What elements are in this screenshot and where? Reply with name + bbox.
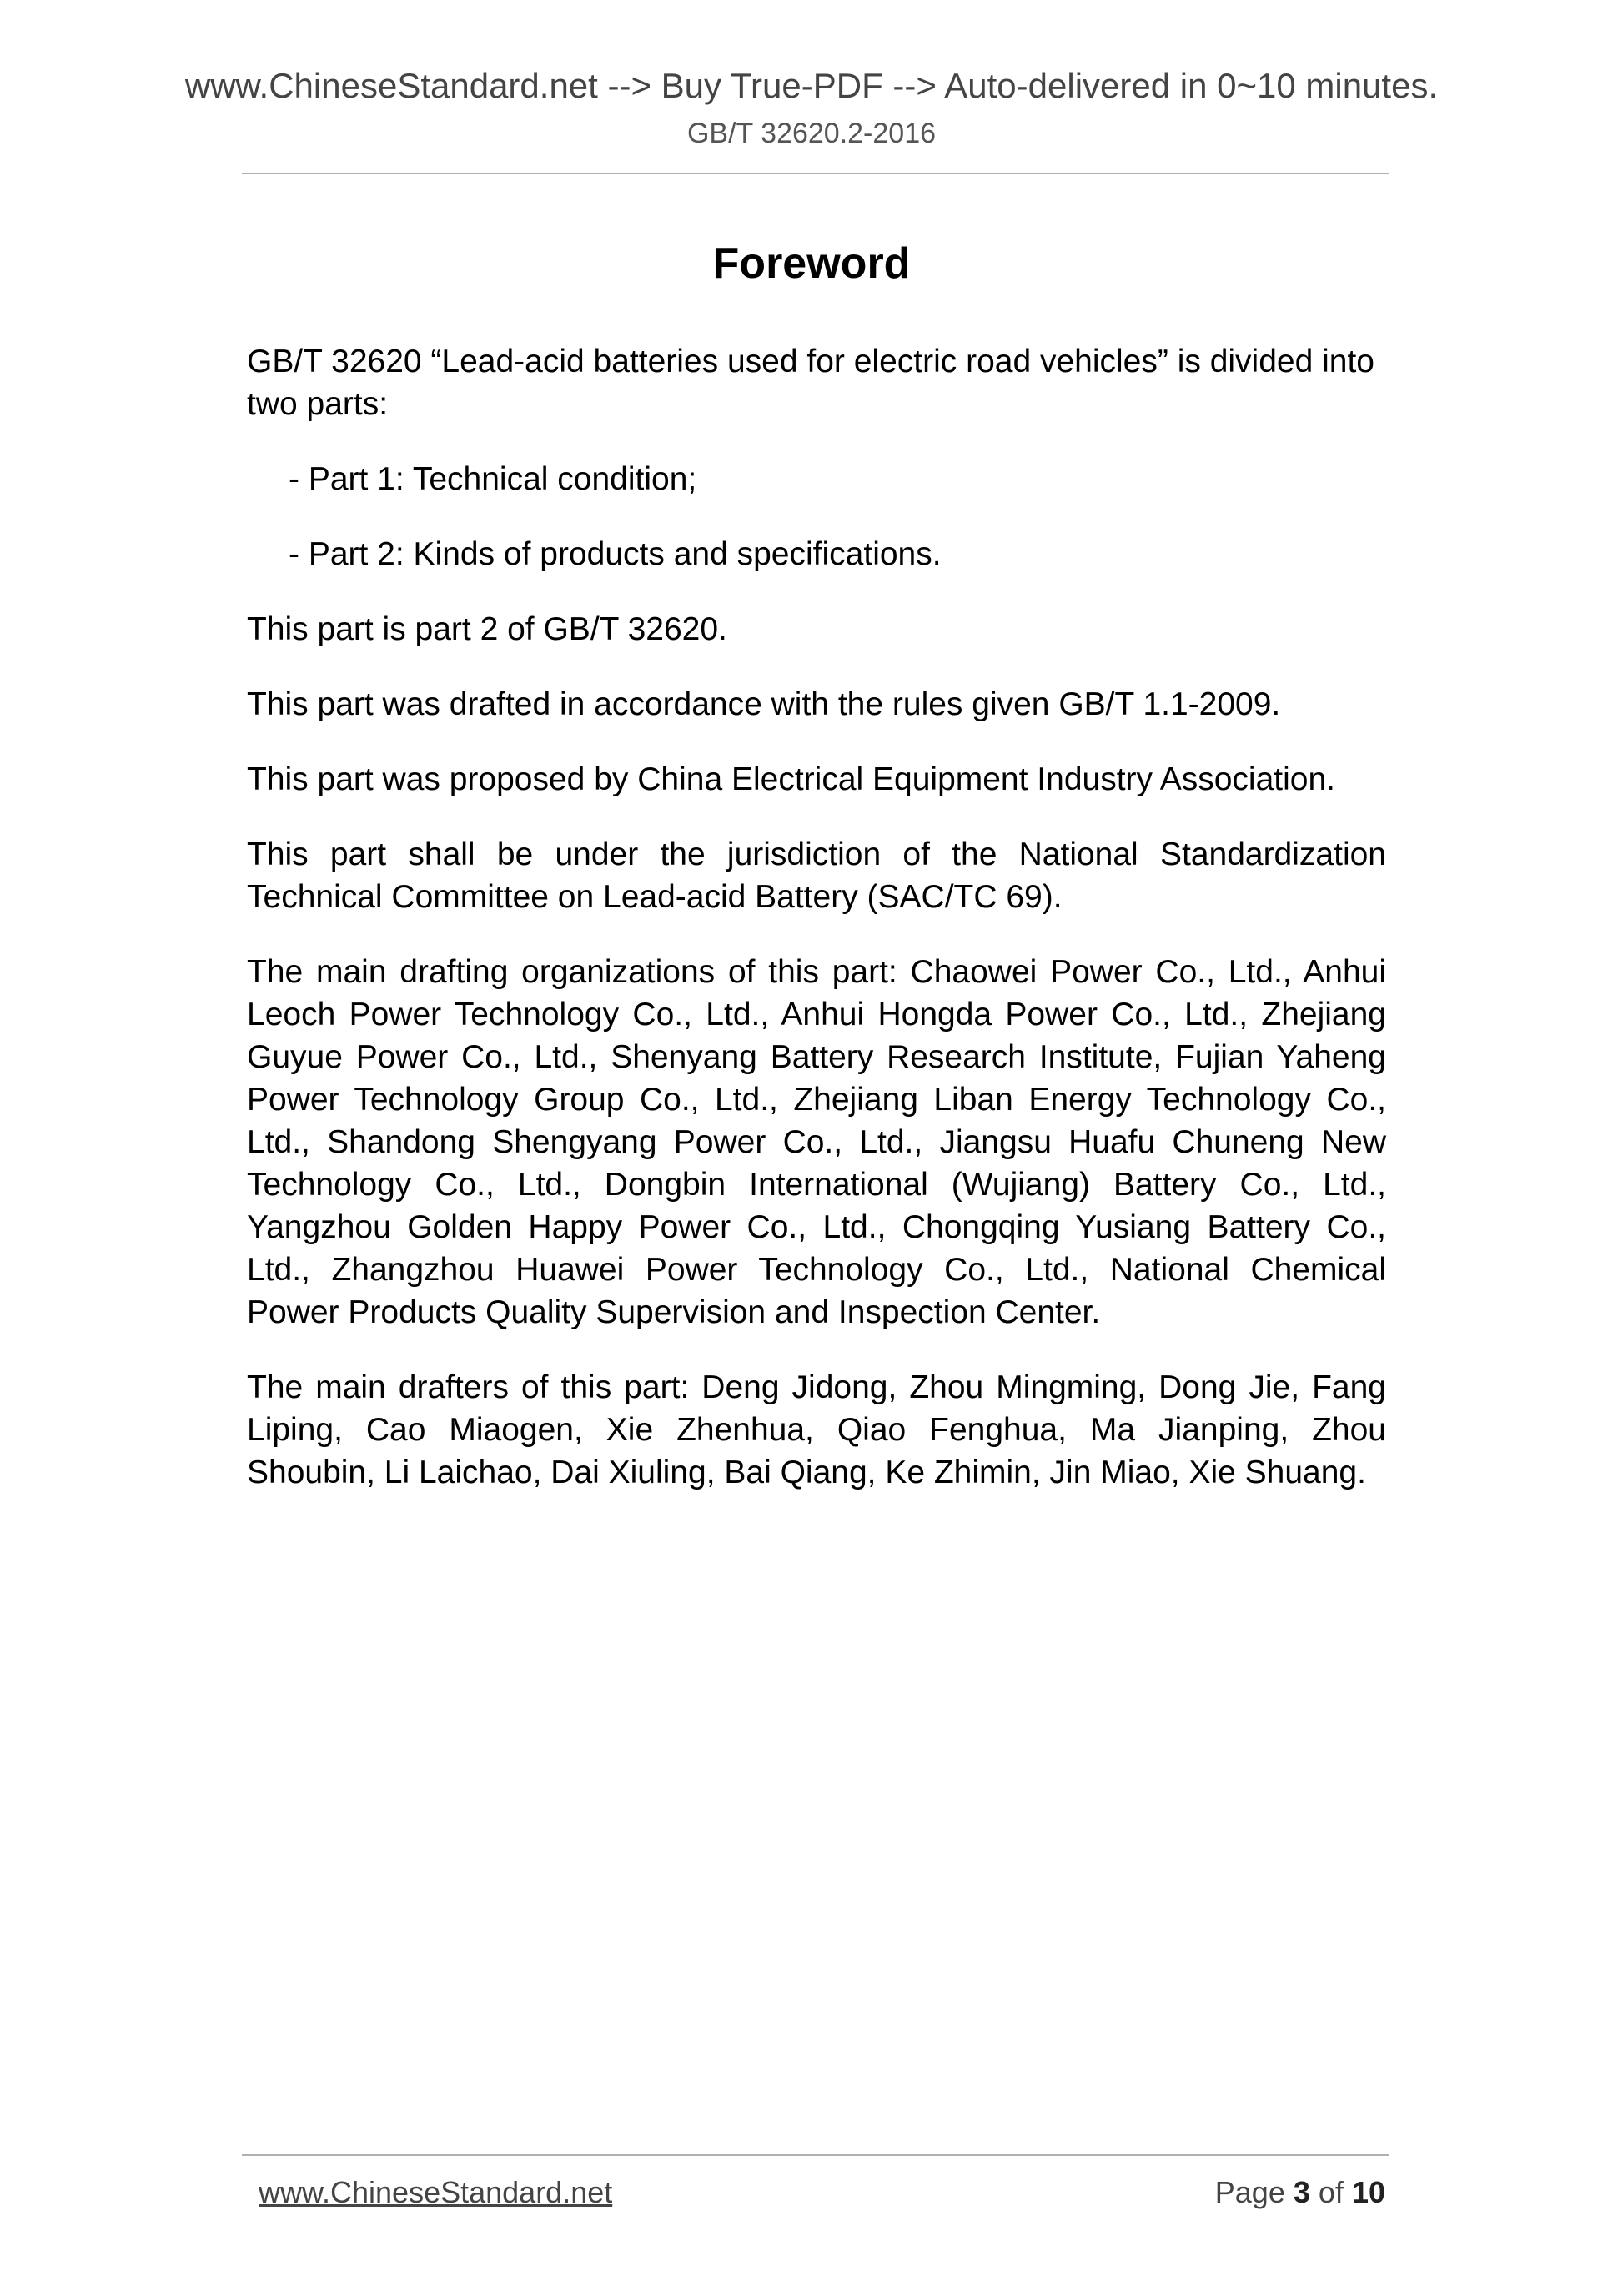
paragraph-intro: GB/T 32620 “Lead-acid batteries used for electric road vehicles” is divided into two parts: (247, 344, 1374, 422)
footer-divider (242, 2154, 1389, 2156)
page-indicator (1215, 2175, 1385, 2210)
page-of: of (1318, 2175, 1344, 2209)
foreword-body (247, 340, 1386, 1526)
header-divider (242, 173, 1389, 174)
page-prefix: Page (1214, 2175, 1285, 2209)
paragraph-drafting-rules: This part was drafted in accordance with the rules given GB/T 1.1-2009. (247, 686, 1281, 722)
paragraph-drafters: The main drafters of this part: Deng Jidong, Zhou Mingming, Dong Jie, Fang Liping, Cao Miaogen, Xie Zhenhua, Qiao Fenghua, Ma Jianping, Zhou Shoubin, Li Laichao, Dai Xiuling, Bai Qiang, Ke Zhimin, Jin Miao, Xie Shuang. (247, 1369, 1386, 1490)
document-number: GB/T 32620.2-2016 (686, 118, 937, 149)
footer-website-link[interactable]: www.ChineseStandard.net (259, 2175, 613, 2209)
paragraph-proposed-by: This part was proposed by China Electrical Equipment Industry Association. (247, 761, 1335, 797)
paragraph-part-statement: This part is part 2 of GB/T 32620. (247, 611, 727, 647)
page-title: Foreword (712, 239, 911, 288)
paragraph-drafting-organizations: The main drafting organizations of this part: Chaowei Power Co., Ltd., Anhui Leoch Power Technology Co., Ltd., Anhui Hongda Power Co., Ltd., Zhejiang Guyue Power Co., Ltd., Shenyang Battery Research Institute, Fujian Yaheng Power Technology Group Co., Ltd., Zhejiang Liban Energy Technology Co., Ltd., Shandong Shengyang Power Co., Ltd., Jiangsu Huafu Chuneng New Technology Co., Ltd., Dongbin International (Wujiang) Battery Co., Ltd., Yangzhou Golden Happy Power Co., Ltd., Chongqing Yusiang Battery Co., Ltd., Zhangzhou Huawei Power Technology Co., Ltd., National Chemical Power Products Quality Supervision and Inspection Center. (247, 954, 1386, 1330)
list-item-part-2: - Part 2: Kinds of products and specifications. (289, 536, 942, 572)
paragraph-jurisdiction: This part shall be under the jurisdiction of the National Standardization Technical Committee on Lead-acid Battery (SAC/TC 69). (247, 837, 1386, 915)
list-item-part-1: - Part 1: Technical condition; (289, 461, 697, 497)
header-banner: www.ChineseStandard.net --> Buy True-PDF --> Auto-delivered in 0~10 minutes. (184, 66, 1439, 105)
page-total: 10 (1351, 2175, 1385, 2209)
page-current: 3 (1293, 2175, 1310, 2209)
